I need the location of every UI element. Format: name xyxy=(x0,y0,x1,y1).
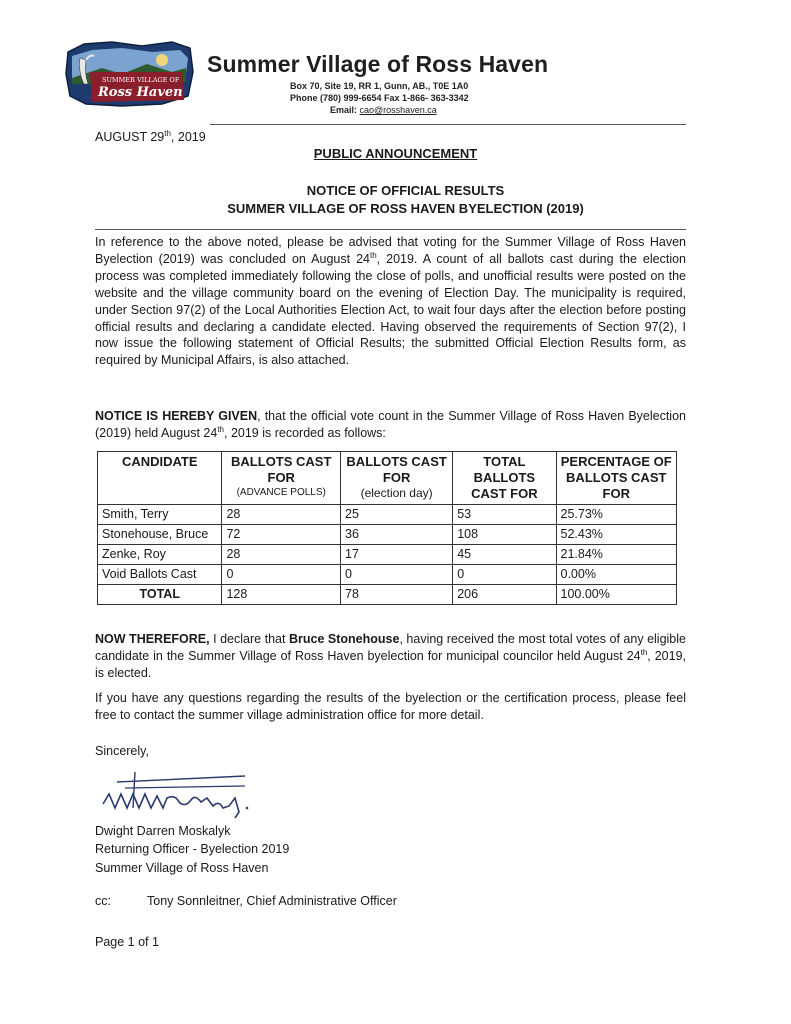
cell-grand-total: 206 xyxy=(453,585,556,605)
table-row xyxy=(98,505,677,525)
cell-percentage: 25.73% xyxy=(556,505,677,525)
notice-given-paragraph: NOTICE IS HEREBY GIVEN, that the official vote count in the Summer Village of Ross Haven Byelection (2019) held August 24th, 2019 is recorded as follows: xyxy=(95,409,686,440)
logo-main-text: Ross Haven xyxy=(98,85,183,100)
declaration-paragraph: NOW THEREFORE, I declare that Bruce Stonehouse, having received the most total votes of any eligible candidate in the Summer Village of Ross Haven byelection for municipal councilor held August 24th, 2019, is elected. xyxy=(95,632,686,680)
letter-date: AUGUST 29th, 2019 xyxy=(95,129,206,145)
public-announcement-heading: PUBLIC ANNOUNCEMENT xyxy=(313,146,478,161)
organization-name: Summer Village of Ross Haven xyxy=(207,51,549,77)
header-candidate: CANDIDATE xyxy=(98,452,222,505)
signatory-title: Returning Officer - Byelection 2019 xyxy=(95,842,290,857)
header-advance-sub: (ADVANCE POLLS) xyxy=(236,487,326,498)
header-election-day: BALLOTS CAST FOR (election day) xyxy=(341,452,453,505)
closing: Sincerely, xyxy=(95,744,149,758)
header-total: TOTAL BALLOTS CAST FOR xyxy=(453,452,556,505)
cell-election-day: 17 xyxy=(341,545,453,565)
email-link[interactable]: cao@rosshaven.ca xyxy=(359,105,437,115)
signatory-name: Dwight Darren Moskalyk xyxy=(95,824,231,838)
cell-percentage-total: 100.00% xyxy=(556,585,677,605)
phone-fax-line: Phone (780) 999-6654 Fax 1-866- 363-3342 xyxy=(290,93,469,103)
email-label: Email: xyxy=(330,105,358,115)
header-advance: BALLOTS CAST FOR (ADVANCE POLLS) xyxy=(222,452,341,505)
notice-subtitle: SUMMER VILLAGE OF ROSS HAVEN BYELECTION (2019) xyxy=(227,201,584,216)
village-logo xyxy=(62,38,197,110)
cell-total: 108 xyxy=(453,525,556,545)
cell-total: 53 xyxy=(453,505,556,525)
notice-title: NOTICE OF OFFICIAL RESULTS xyxy=(306,183,505,198)
cell-percentage: 21.84% xyxy=(556,545,677,565)
table-row xyxy=(98,565,677,585)
handwritten-signature xyxy=(95,768,265,820)
cc-line xyxy=(95,894,397,908)
email-line xyxy=(290,104,469,116)
winner-name: Bruce Stonehouse xyxy=(288,632,400,646)
header-election-day-sub: (election day) xyxy=(360,486,433,500)
letterhead-divider xyxy=(210,124,686,125)
table-row xyxy=(98,545,677,565)
table-row xyxy=(98,525,677,545)
cell-advance-total: 128 xyxy=(222,585,341,605)
cell-election-day: 36 xyxy=(341,525,453,545)
cell-candidate: Zenke, Roy xyxy=(98,545,222,565)
cell-advance: 72 xyxy=(222,525,341,545)
cell-total: 0 xyxy=(453,565,556,585)
title-divider xyxy=(95,229,686,230)
cell-candidate: Stonehouse, Bruce xyxy=(98,525,222,545)
intro-paragraph: In reference to the above noted, please be advised that voting for the Summer Village of Ross Haven Byelection (2019) was concluded on August 24th, 2019. A count of all ballots cast during the election process was completed immediately following the close of polls, and unofficial results were posted on the website and the village community board on the evening of Election Day. The municipality is required, under Section 97(2) of the Local Authorities Election Act, to wait four days after the election before posting official results and declaring a candidate elected. Having observed the requirements of Section 97(2), I now issue the following statement of Official Results; the submitted Official Election Results form, as required by Municipal Affairs, is also attached. xyxy=(95,235,686,368)
cell-candidate: Smith, Terry xyxy=(98,505,222,525)
table-total-row xyxy=(98,585,677,605)
logo-small-text: SUMMER VILLAGE OF xyxy=(102,76,180,84)
cell-candidate: Void Ballots Cast xyxy=(98,565,222,585)
cc-label: cc: xyxy=(95,894,111,908)
cell-advance: 0 xyxy=(222,565,341,585)
table-header-row xyxy=(98,452,677,505)
signatory-organization: Summer Village of Ross Haven xyxy=(95,860,269,875)
cell-total-label: TOTAL xyxy=(98,585,222,605)
contact-block xyxy=(290,80,469,116)
cell-total: 45 xyxy=(453,545,556,565)
cell-percentage: 0.00% xyxy=(556,565,677,585)
cell-election-day: 25 xyxy=(341,505,453,525)
cell-percentage: 52.43% xyxy=(556,525,677,545)
cc-recipient: Tony Sonnleitner, Chief Administrative Officer xyxy=(147,894,397,908)
results-table xyxy=(97,451,677,605)
questions-paragraph: If you have any questions regarding the results of the byelection or the certification process, please feel free to contact the summer village administration office for more detail. xyxy=(95,691,686,722)
header-percentage: PERCENTAGE OF BALLOTS CAST FOR xyxy=(556,452,677,505)
cell-advance: 28 xyxy=(222,505,341,525)
signature-block xyxy=(95,822,289,877)
cell-election-day-total: 78 xyxy=(341,585,453,605)
page-number: Page 1 of 1 xyxy=(95,935,159,949)
cell-advance: 28 xyxy=(222,545,341,565)
address-line: Box 70, Site 19, RR 1, Gunn, AB., T0E 1A0 xyxy=(290,81,469,91)
cell-election-day: 0 xyxy=(341,565,453,585)
